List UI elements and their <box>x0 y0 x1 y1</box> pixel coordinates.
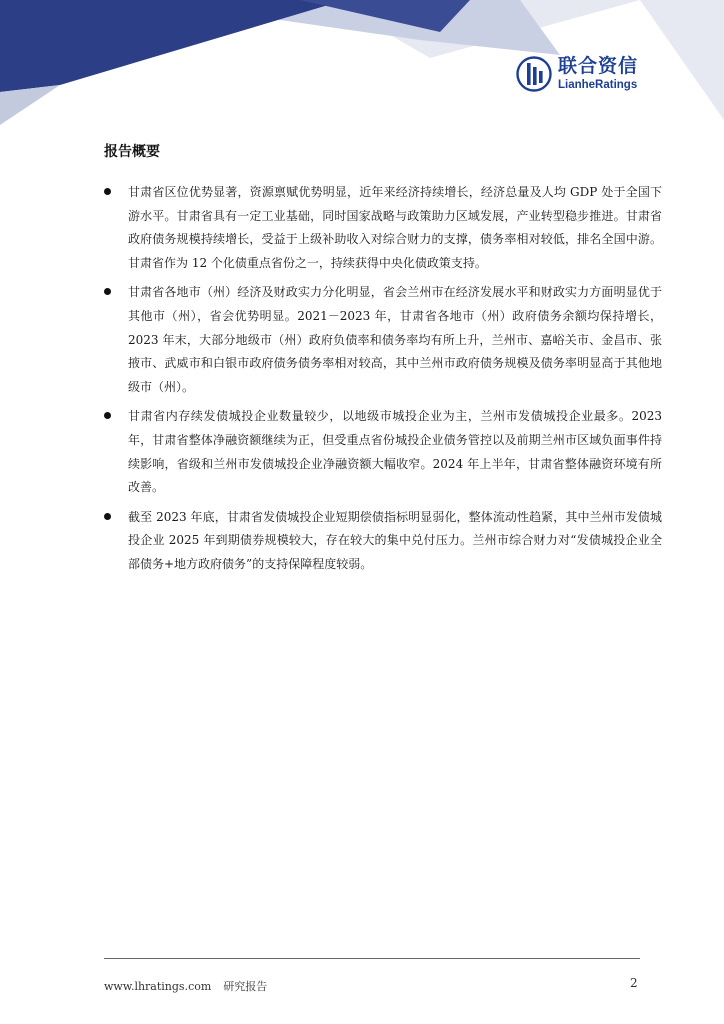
logo-english-name: LianheRatings <box>558 78 638 91</box>
footer-doc-type: 研究报告 <box>223 980 268 993</box>
footer-info <box>104 978 267 994</box>
summary-item <box>104 181 662 275</box>
bullet-icon <box>104 513 111 520</box>
summary-item <box>104 281 662 399</box>
banner-shade-triangle <box>0 85 60 125</box>
summary-item-text: 甘肃省各地市（州）经济及财政实力分化明显，省会兰州市在经济发展水平和财政实力方面明显优于其他市（州），省会优势明显。2021－2023 年，甘肃省各地市（州）政府债务余额均保持增长，2023 年末，大部分地级市（州）政府负债率和债务率均有所上升，兰州市、嘉峪关市、金昌市、张掖市、武威市和白银市政府债务债务率相对较高，其中兰州市政府债务规模及债务率明显高于其他地级市（州）。 <box>128 285 662 394</box>
summary-item-text: 甘肃省内存续发债城投企业数量较少，以地级市城投企业为主，兰州市发债城投企业最多。2023 年，甘肃省整体净融资额继续为正，但受重点省份城投企业债务管控以及前期兰州市区域负面事件持续影响，省级和兰州市发债城投企业净融资额大幅收窄。2024 年上半年，甘肃省整体融资环境有所改善。 <box>128 409 662 495</box>
logo-chinese-name: 联合资信 <box>558 54 639 77</box>
summary-item <box>104 506 662 577</box>
bullet-icon <box>104 188 111 195</box>
bullet-icon <box>104 412 111 419</box>
summary-list <box>104 181 662 583</box>
footer-divider <box>104 958 640 959</box>
bullet-icon <box>104 288 111 295</box>
summary-item-text: 甘肃省区位优势显著，资源禀赋优势明显，近年来经济持续增长，经济总量及人均 GDP 处于全国下游水平。甘肃省具有一定工业基础，同时国家战略与政策助力区域发展，产业转型稳步推进。甘肃省政府债务规模持续增长，受益于上级补助收入对综合财力的支撑，债务率相对较低，排名全国中游。甘肃省作为 12 个化债重点省份之一，持续获得中央化债政策支持。 <box>128 185 662 270</box>
company-logo <box>516 56 638 92</box>
section-title: 报告概要 <box>104 144 160 160</box>
footer-website-link[interactable]: www.lhratings.com <box>104 980 212 993</box>
banner-dark-triangle-left <box>0 0 345 92</box>
lianhe-logo-icon <box>516 56 552 92</box>
summary-item-text: 截至 2023 年底，甘肃省发债城投企业短期偿债指标明显弱化，整体流动性趋紧，其中兰州市发债城投企业 2025 年到期债券规模较大，存在较大的集中兑付压力。兰州市综合财力对“发债城投企业全部债务+地方政府债务”的支持保障程度较弱。 <box>128 509 662 571</box>
summary-item <box>104 405 662 499</box>
page-number: 2 <box>630 976 638 990</box>
